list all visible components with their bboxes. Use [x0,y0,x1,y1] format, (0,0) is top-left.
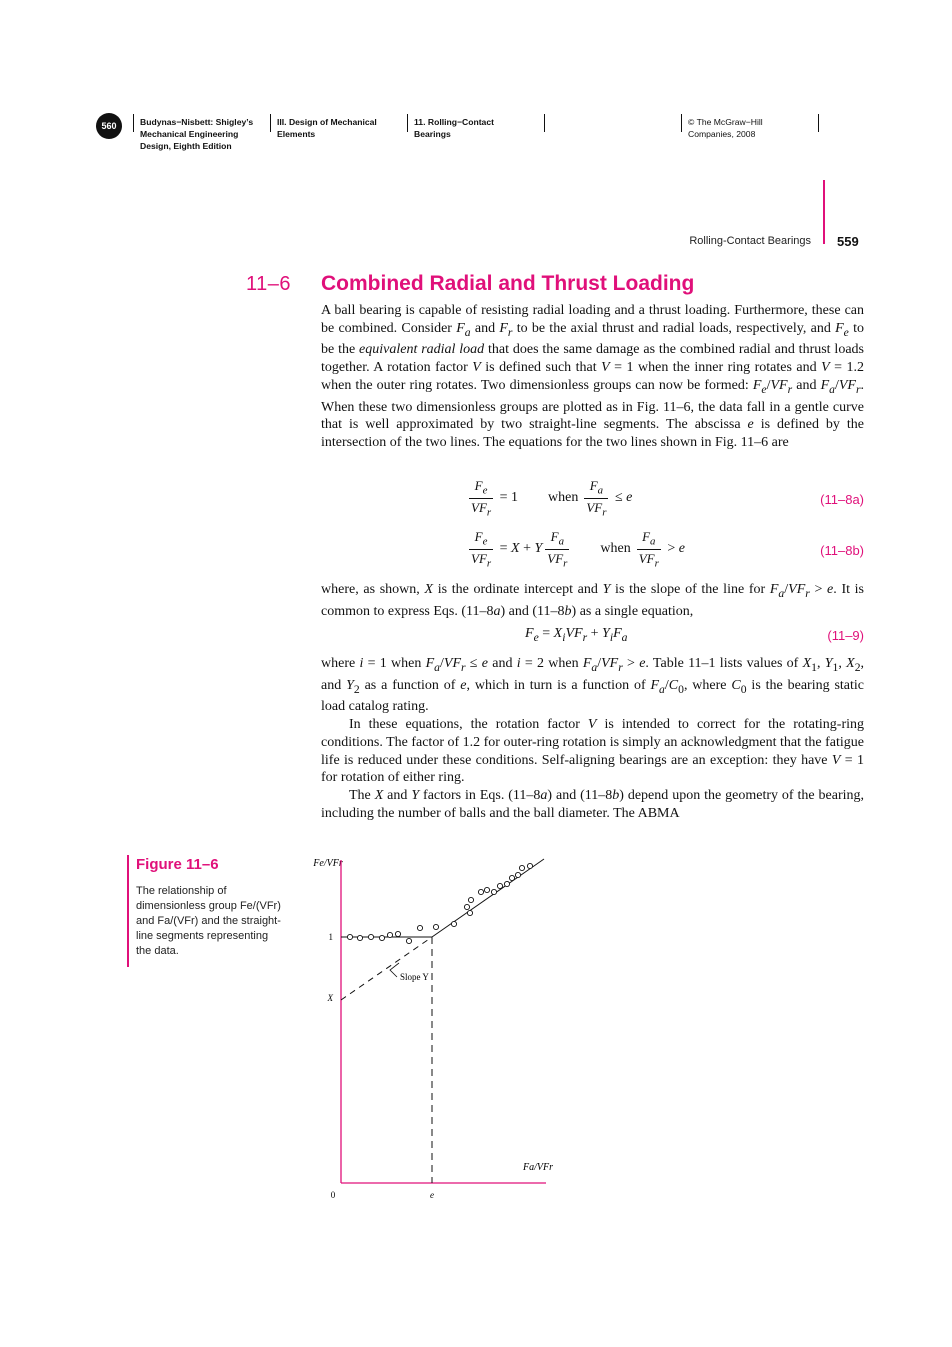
x-axis-label: Fa/VFr [523,1162,553,1173]
figure-11-6-plot [300,840,570,1210]
body-paragraph-2: where, as shown, X is the ordinate intercept and Y is the slope of the line for $F_a/VF_r > e$. It is common to express Eqs. (11–8a) and (11–8b) as a single equation, [321,582,865,619]
page-badge: 560 [96,113,122,139]
header-part: III. Design of Mechanical Elements [277,117,377,139]
sloped-segment [432,859,544,937]
equation-number-11-8a: (11–8a) [820,492,864,507]
header-chapter: 11. Rolling−Contact Bearings [414,117,494,139]
equation-when: when [548,490,579,506]
header-book-title: Budynas−Nisbett: Shigley’s Mechanical Engineering Design, Eighth Edition [140,117,254,151]
equation-when: when [600,541,631,557]
tick-x-label: X [327,993,333,1003]
header-divider [133,114,134,132]
slope-label: Slope Y [400,972,429,982]
header-divider [681,114,682,132]
header-copyright: © The McGraw−Hill Companies, 2008 [688,117,763,139]
body-paragraph-3: where i = 1 when $F_a/VF_r \le e$ and i = 2 when $F_a/VF_r > e$. Table 11–1 lists values of $X_1$, $Y_1$, $X_2$, and $Y_2$ as a function of e, which in turn is a function of $F_a/C_0$, where $C_0$ is the bearing static load catalog rating. In these equations, the rotation factor V is intended to correct for the rotating-ring conditions. The factor of 1.2 for outer-ring rotation is simply an acknowledgment that the fatigue life is reduced under these conditions. Self-aligning bearings are an exception: they have V = 1 for rotation of either ring. The X and Y factors in Eqs. (11–8a) and (11–8b) depend upon the geometry of the bearing, including the number of balls and the ball diameter. The ABMA [321,656,865,821]
slope-leader [390,963,399,977]
figure-caption-rule [127,855,129,967]
header-divider [407,114,408,132]
y-axis-label: Fe/VFr [313,858,343,869]
slope-extension-dashed [341,937,432,1000]
equation-11-8b: $\frac{F_e}{VF_r}$ = X + Y $\frac{F_a}{VF_r}$ when $\frac{F_a}{VF_r}$ > e [471,529,685,570]
equation-number-11-9: (11–9) [827,628,864,643]
tick-1-label: 1 [328,932,333,942]
header-divider [818,114,819,132]
page-number: 559 [837,234,859,249]
equation-11-9: $F_e = X_iVF_r + Y_iF_a$ [525,626,628,644]
body-paragraph-1: A ball bearing is capable of resisting radial loading and a thrust loading. Furthermore, these can be combined. Consider $F_a$ and $F_r$ to be the axial thrust and radial loads, respectively, and $F_e$ to be the equivalent radial load that does the same damage as the combined radial and thrust loads together. A rotation factor V is defined such that V = 1 when the inner ring rotates and V = 1.2 when the outer ring rotates. Two dimensionless groups can now be formed: $F_e/VF_r$ and $F_a/VF_r$. When these two dimensionless groups are plotted as in Fig. 11–6, the data fall in a gentle curve that is well approximated by two straight-line segments. The abscissa e is defined by the intersection of the two lines. The equations for the two lines shown in Fig. 11–6 are [321,303,864,451]
tick-0-label: 0 [330,1190,336,1200]
tick-e-label: e [430,1190,434,1200]
section-number: 11–6 [246,273,292,295]
equation-number-11-8b: (11–8b) [820,543,864,558]
figure-title: Figure 11–6 [136,856,219,873]
running-head-rule [823,180,825,244]
running-head-title: Rolling-Contact Bearings [689,235,811,247]
header-divider [270,114,271,132]
header-divider [544,114,545,132]
equation-11-8a: $\frac{F_e}{VF_r}$ = 1 when $\frac{F_a}{VF_r}$ ≤ e [471,478,633,519]
figure-caption: The relationship of dimensionless group Fe/(VFr) and Fa/(VFr) and the straight-line segments representing the data. [136,885,281,957]
section-title: Combined Radial and Thrust Loading [321,272,695,295]
